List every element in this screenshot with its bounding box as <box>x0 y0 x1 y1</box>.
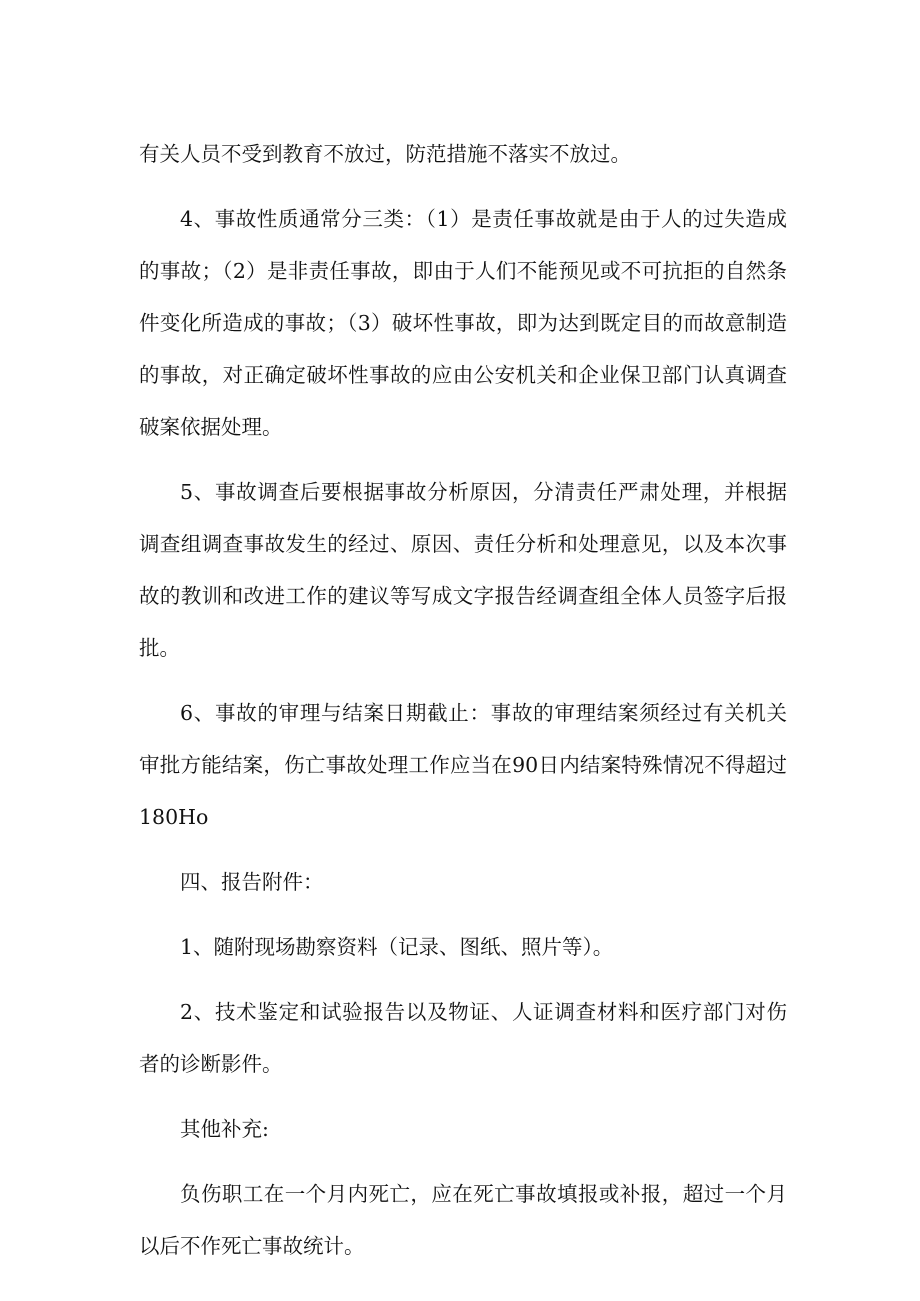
section-heading-attachments: 四、报告附件： <box>180 870 324 894</box>
paragraph-accident-nature: 4、事故性质通常分三类：（1）是责任事故就是由于人的过失造成的事故；（2）是非责任事故，即由于人们不能预见或不可抗拒的自然条件变化所造成的事故；（3）破坏性事故，即为达到既定目的而故意制造的事故，对正确定破坏性事故的应由公安机关和企业保卫部门认真调查破案依据处理。 <box>139 207 787 439</box>
paragraph-case-closing: 6、事故的审理与结案日期截止：事故的审理结案须经过有关机关审批方能结案，伤亡事故处理工作应当在90日内结案特殊情况不得超过180Ho <box>139 701 787 829</box>
document-body <box>139 128 787 1285</box>
paragraph-continuation: 有关人员不受到教育不放过，防范措施不落实不放过。 <box>139 142 631 166</box>
paragraph-investigation-report: 5、事故调查后要根据事故分析原因，分清责任严肃处理，并根据调查组调查事故发生的经过、原因、责任分析和处理意见，以及本次事故的教训和改进工作的建议等写成文字报告经调查组全体人员签字后报批。 <box>139 480 787 660</box>
section-heading-supplement: 其他补充: <box>180 1117 269 1141</box>
attachment-item-1: 1、随附现场勘察资料（记录、图纸、照片等）。 <box>180 935 614 959</box>
attachment-item-2: 2、技术鉴定和试验报告以及物证、人证调查材料和医疗部门对伤者的诊断影件。 <box>139 1000 787 1076</box>
paragraph-supplement: 负伤职工在一个月内死亡，应在死亡事故填报或补报，超过一个月以后不作死亡事故统计。 <box>139 1182 787 1258</box>
